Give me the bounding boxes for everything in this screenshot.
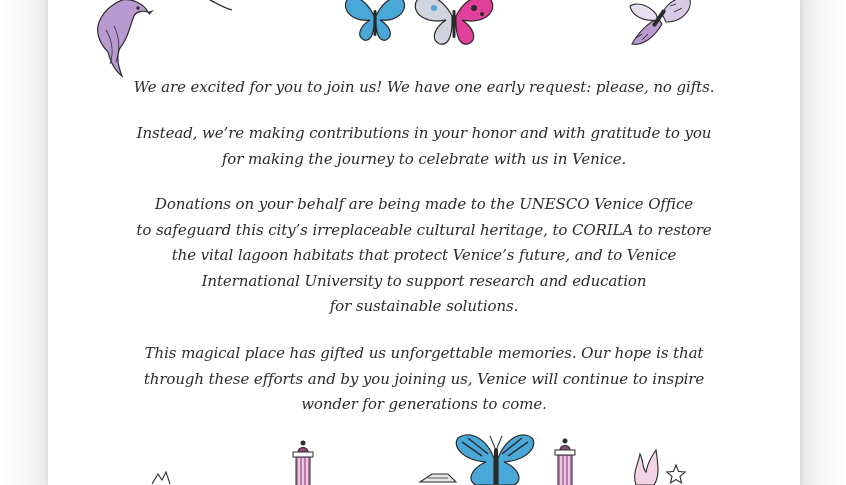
text-line: the vital lagoon habitats that protect Venice’s future, and to Venice	[171, 246, 677, 264]
vine-icon	[208, 0, 234, 12]
sprig-icon	[148, 470, 174, 485]
paragraph-donations	[48, 192, 800, 320]
text-line: to safeguard this city’s irreplaceable cultural heritage, to CORILA to restore	[136, 220, 712, 239]
pillar-icon	[290, 440, 316, 485]
butterfly-pink-icon	[412, 0, 496, 46]
paragraph-contributions	[48, 121, 800, 172]
page-shadow-left	[0, 0, 52, 485]
invitation-card	[48, 0, 800, 485]
butterfly-blue-icon	[344, 0, 406, 44]
moth-icon	[628, 0, 692, 50]
text-line: This magical place has gifted us unforgettable memories. Our hope is that	[144, 344, 704, 362]
text-line: Donations on your behalf are being made to the UNESCO Venice Office	[154, 195, 694, 213]
text-line: We are excited for you to join us! We have one early request: please, no gifts.	[133, 78, 715, 96]
text-line: for sustainable solutions.	[329, 297, 519, 315]
text-line: Instead, we’re making contributions in your honor and with gratitude to you	[136, 124, 712, 142]
pillar-icon	[552, 438, 578, 485]
text-line: through these efforts and by you joining us, Venice will continue to inspire	[143, 369, 705, 388]
page-shadow-right	[800, 0, 846, 485]
bird-icon	[92, 0, 154, 82]
text-line: wonder for generations to come.	[301, 395, 547, 413]
butterfly-blue-icon	[452, 432, 538, 485]
paragraph-no-gifts	[48, 75, 800, 101]
text-line: for making the journey to celebrate with us in Venice.	[221, 149, 627, 168]
paragraph-hope	[48, 341, 800, 418]
star-icon	[666, 464, 686, 484]
text-line: International University to support research and education	[201, 271, 647, 290]
flame-icon	[630, 448, 660, 485]
